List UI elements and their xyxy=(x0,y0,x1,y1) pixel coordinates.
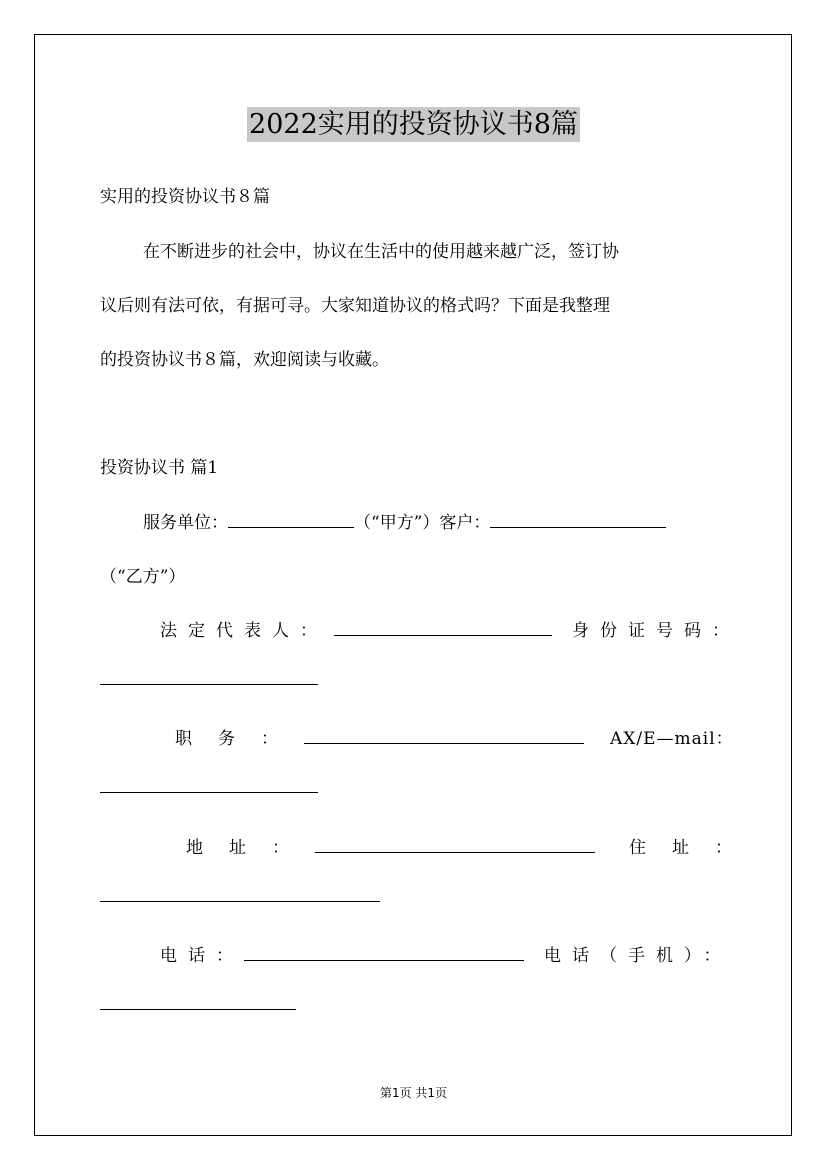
service-unit-row xyxy=(143,508,666,533)
mobile-row xyxy=(100,995,296,1015)
service-unit-blank[interactable] xyxy=(228,526,354,528)
position-blank[interactable] xyxy=(304,742,584,744)
mobile-label: 电话（手机）： xyxy=(544,946,732,966)
phone-blank[interactable] xyxy=(244,959,524,961)
document-title xyxy=(0,102,827,141)
page-footer: 第1页 共1页 xyxy=(379,1086,448,1100)
legal-rep-row xyxy=(160,616,740,641)
address-blank[interactable] xyxy=(315,851,595,853)
service-unit-label: 服务单位： xyxy=(143,513,228,533)
intro-line-3: 的投资协议书８篇，欢迎阅读与收藏。 xyxy=(100,350,389,370)
mobile-blank[interactable] xyxy=(100,1008,296,1010)
email-label: AX/E—mail： xyxy=(610,729,734,749)
residence-blank[interactable] xyxy=(100,900,380,902)
email-blank[interactable] xyxy=(100,791,318,793)
client-blank[interactable] xyxy=(490,526,666,528)
party-a-label: （“甲方”）客户： xyxy=(354,513,491,533)
phone-label: 电话： xyxy=(160,946,244,966)
residence-label: 住址： xyxy=(629,838,758,858)
id-number-row xyxy=(100,670,318,690)
residence-row xyxy=(100,887,380,907)
legal-rep-blank[interactable] xyxy=(334,634,552,636)
section-heading: 投资协议书 篇1 xyxy=(100,458,219,478)
subtitle: 实用的投资协议书８篇 xyxy=(100,187,270,207)
intro-line-1: 在不断进步的社会中，协议在生活中的使用越来越广泛，签订协 xyxy=(143,242,619,262)
phone-row xyxy=(160,941,732,966)
legal-rep-label: 法定代表人： xyxy=(160,621,328,641)
party-b-label: （“乙方”） xyxy=(100,567,186,587)
position-label: 职务： xyxy=(175,729,304,749)
id-number-label: 身份证号码： xyxy=(572,621,740,641)
position-row xyxy=(175,724,734,749)
address-label: 地址： xyxy=(186,838,315,858)
id-number-blank[interactable] xyxy=(100,683,318,685)
document-title-text: 2022实用的投资协议书8篇 xyxy=(249,109,578,140)
intro-line-2: 议后则有法可依，有据可寻。大家知道协议的格式吗？下面是我整理 xyxy=(100,296,610,316)
address-row xyxy=(186,833,758,858)
email-row xyxy=(100,778,318,798)
